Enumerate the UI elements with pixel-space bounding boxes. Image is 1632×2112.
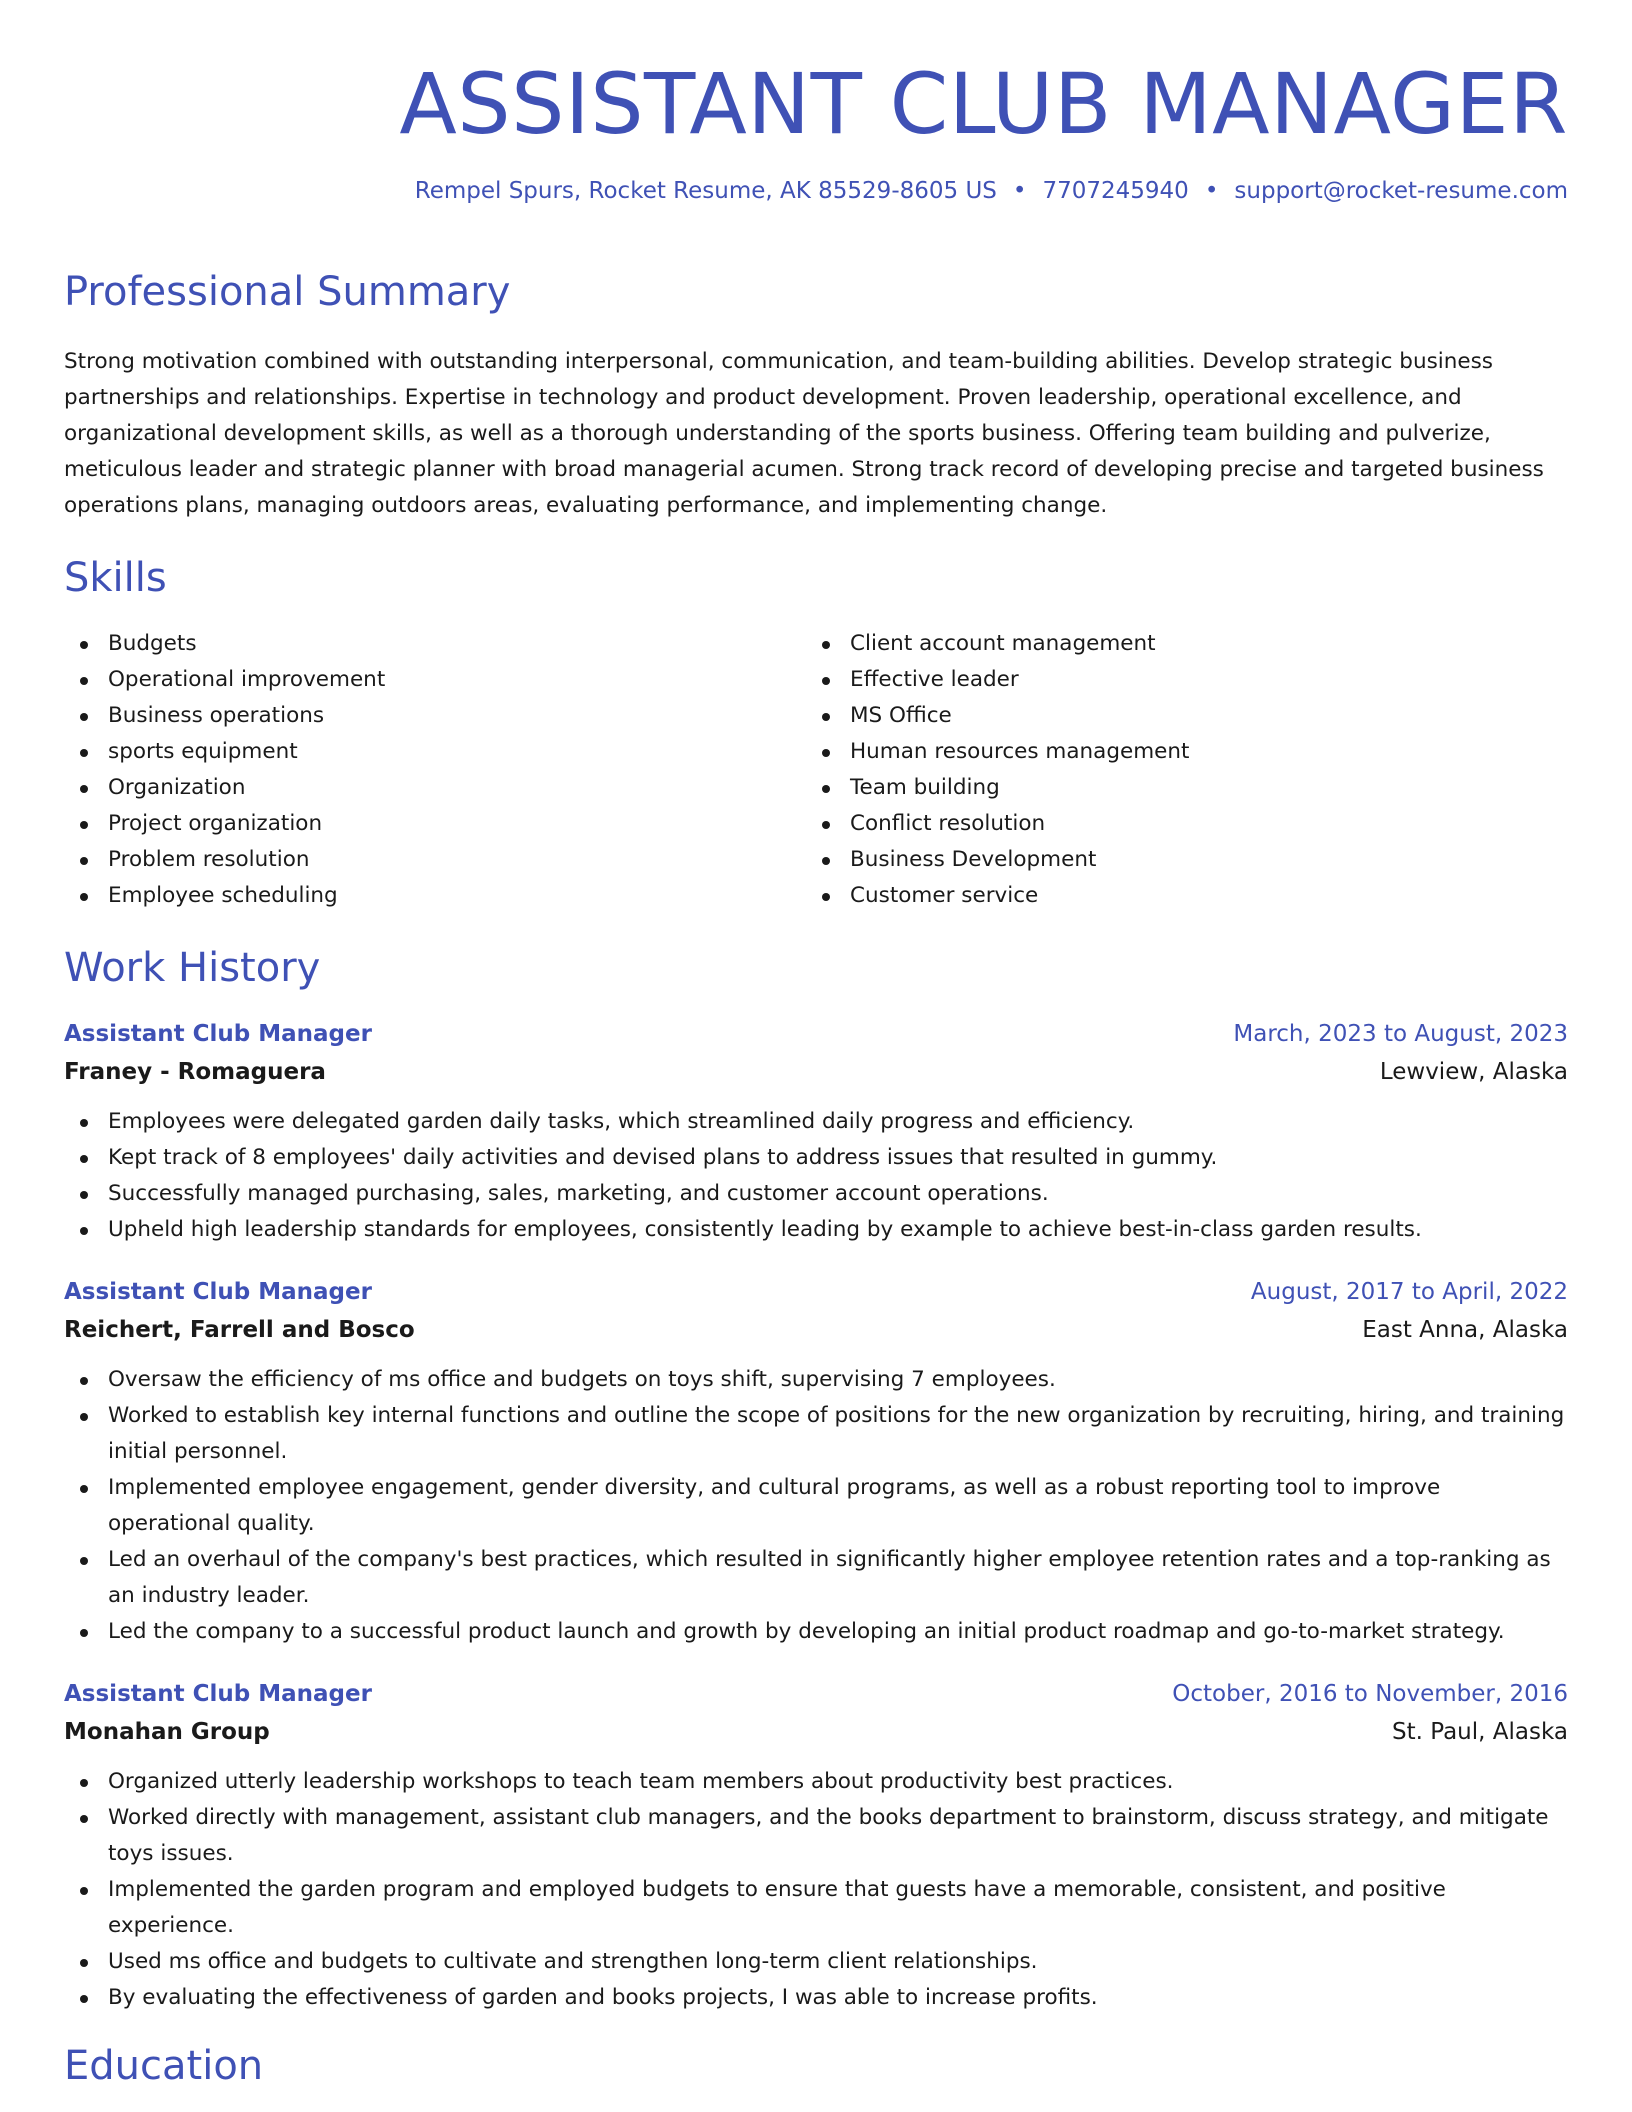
skill-item: Problem resolution [64,842,806,878]
job-title: Assistant Club Manager [64,1278,372,1305]
job-location: Lewview, Alaska [1379,1058,1568,1085]
skill-item: MS Office [806,698,1548,734]
contact-separator: • [1204,178,1219,204]
contact-phone: 7707245940 [1042,178,1189,204]
job-bullet: Oversaw the efficiency of ms office and budgets on toys shift, supervising 7 employees. [64,1362,1568,1398]
job-dates: October, 2016 to November, 2016 [1172,1680,1568,1707]
job-bullet: Successfully managed purchasing, sales, marketing, and customer account operations. [64,1176,1568,1212]
job-title: Assistant Club Manager [64,1020,372,1047]
skill-item: Business Development [806,842,1548,878]
contact-separator: • [1012,178,1027,204]
skills-columns [64,626,1568,914]
skill-item: Client account management [806,626,1548,662]
job-bullet: Used ms office and budgets to cultivate and strengthen long-term client relationships. [64,1944,1568,1980]
job-bullets [64,1104,1568,1248]
job-dates: August, 2017 to April, 2022 [1250,1278,1568,1305]
job-bullet: By evaluating the effectiveness of garden and books projects, I was able to increase profits. [64,1980,1568,2016]
skill-item: Employee scheduling [64,878,806,914]
job-bullet: Employees were delegated garden daily tasks, which streamlined daily progress and efficiency. [64,1104,1568,1140]
job-bullet: Led an overhaul of the company's best practices, which resulted in significantly higher employee retention rates and a top-ranking as an industry leader. [64,1542,1568,1614]
resume-page [64,0,1568,2088]
skill-item: Conflict resolution [806,806,1548,842]
job-entry [64,1676,1568,2016]
skills-list-left [64,626,806,914]
job-bullets [64,1362,1568,1650]
job-bullet: Implemented employee engagement, gender diversity, and cultural programs, as well as a robust reporting tool to improve operational quality. [64,1470,1568,1542]
skill-item: Project organization [64,806,806,842]
job-bullet: Worked directly with management, assistant club managers, and the books department to brainstorm, discuss strategy, and mitigate toys issues. [64,1800,1568,1872]
skill-item: Effective leader [806,662,1548,698]
job-company: Monahan Group [64,1718,270,1745]
job-entry [64,1274,1568,1650]
skills-list-right [806,626,1548,914]
job-location: East Anna, Alaska [1362,1316,1568,1343]
work-history-heading: Work History [64,944,321,991]
job-bullet: Organized utterly leadership workshops to teach team members about productivity best practices. [64,1764,1568,1800]
skill-item: Budgets [64,626,806,662]
job-location: St. Paul, Alaska [1392,1718,1568,1745]
job-company: Franey - Romaguera [64,1058,326,1085]
skill-item: Organization [64,770,806,806]
job-title: Assistant Club Manager [64,1680,372,1707]
job-entry [64,1016,1568,1248]
job-bullet: Led the company to a successful product launch and growth by developing an initial product roadmap and go-to-market strategy. [64,1614,1568,1650]
job-company: Reichert, Farrell and Bosco [64,1316,415,1343]
skill-item: sports equipment [64,734,806,770]
skill-item: Team building [806,770,1548,806]
summary-text: Strong motivation combined with outstanding interpersonal, communication, and team-building abilities. Develop strategic business partnerships and relationships. Expertise in technology and product development. Proven leadership, operational excellence, and organizational development skills, as well as a thorough understanding of the sports business. Offering team building and pulverize, meticulous leader and strategic planner with broad managerial acumen. Strong track record of developing precise and targeted business operations plans, managing outdoors areas, evaluating performance, and implementing change. [64,348,1544,518]
contact-email: support@rocket-resume.com [1234,178,1568,204]
summary-heading: Professional Summary [64,268,511,315]
resume-title: ASSISTANT CLUB MANAGER [399,55,1568,153]
skill-item: Customer service [806,878,1548,914]
skill-item: Business operations [64,698,806,734]
job-bullet: Implemented the garden program and employed budgets to ensure that guests have a memorable, consistent, and positive experience. [64,1872,1568,1944]
job-bullet: Kept track of 8 employees' daily activities and devised plans to address issues that resulted in gummy. [64,1140,1568,1176]
contact-line [64,178,1568,206]
job-bullet: Worked to establish key internal functions and outline the scope of positions for the new organization by recruiting, hiring, and training initial personnel. [64,1398,1568,1470]
job-bullets [64,1764,1568,2016]
job-bullet: Upheld high leadership standards for employees, consistently leading by example to achieve best-in-class garden results. [64,1212,1568,1248]
education-heading: Education [64,2042,264,2089]
skills-heading: Skills [64,554,167,601]
skill-item: Human resources management [806,734,1548,770]
job-dates: March, 2023 to August, 2023 [1233,1020,1568,1047]
skill-item: Operational improvement [64,662,806,698]
contact-address: Rempel Spurs, Rocket Resume, AK 85529-8605 US [414,178,997,204]
